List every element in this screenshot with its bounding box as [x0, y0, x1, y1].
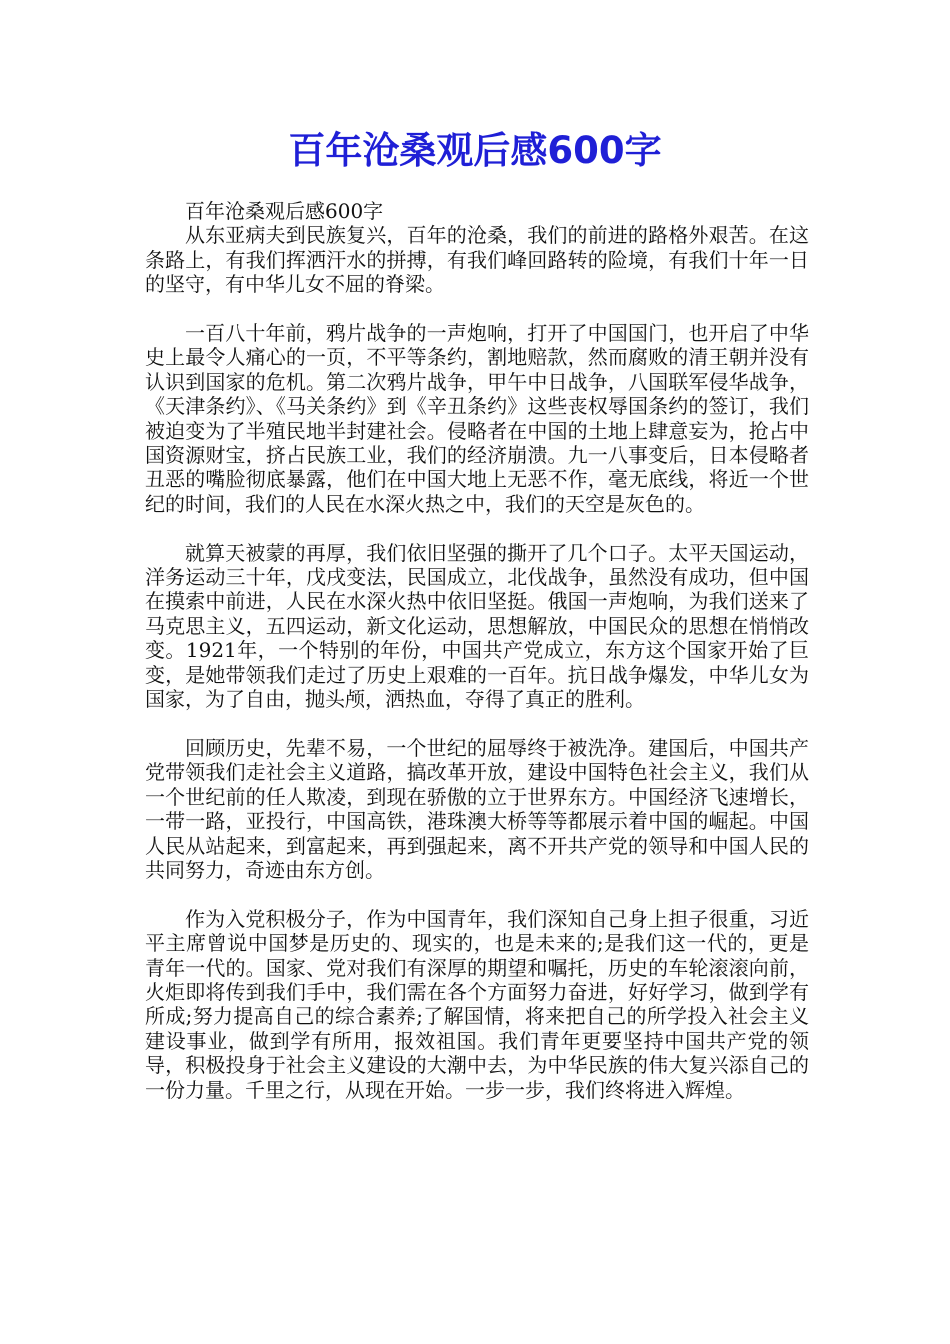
paragraph-1: 从东亚病夫到民族复兴，百年的沧桑，我们的前进的路格外艰苦。在这条路上，有我们挥洒汗水的拼搏，有我们峰回路转的险境，有我们十年一日的坚守，有中华儿女不屈的脊梁。 — [145, 223, 809, 297]
document-subheading: 百年沧桑观后感600字 — [185, 199, 384, 223]
paragraph-5: 作为入党积极分子，作为中国青年，我们深知自己身上担子很重，习近平主席曾说中国梦是历史的、现实的，也是未来的;是我们这一代的，更是青年一代的。国家、党对我们有深厚的期望和嘱托，历史的车轮滚滚向前，火炬即将传到我们手中，我们需在各个方面努力奋进，好好学习，做到学有所成;努力提高自己的综合素养;了解国情，将来把自己的所学投入社会主义建设事业，做到学有所用，报效祖国。我们青年更要坚持中国共产党的领导，积极投身于社会主义建设的大潮中去，为中华民族的伟大复兴添自己的一份力量。千里之行，从现在开始。一步一步，我们终将进入辉煌。 — [145, 906, 809, 1102]
paragraph-2: 一百八十年前，鸦片战争的一声炮响，打开了中国国门，也开启了中华史上最令人痛心的一页，不平等条约，割地赔款，然而腐败的清王朝并没有认识到国家的危机。第二次鸦片战争，甲午中日战争，八国联军侵华战争，《天津条约》、《马关条约》到《辛丑条约》这些丧权辱国条约的签订，我们被迫变为了半殖民地半封建社会。侵略者在中国的土地上肆意妄为，抢占中国资源财宝，挤占民族工业，我们的经济崩溃。九一八事变后，日本侵略者丑恶的嘴脸彻底暴露，他们在中国大地上无恶不作，毫无底线，将近一个世纪的时间，我们的人民在水深火热之中，我们的天空是灰色的。 — [145, 321, 809, 516]
document-body — [145, 199, 809, 1102]
paragraph-4: 回顾历史，先辈不易，一个世纪的屈辱终于被洗净。建国后，中国共产党带领我们走社会主义道路，搞改革开放，建设中国特色社会主义，我们从一个世纪前的任人欺凌，到现在骄傲的立于世界东方。中国经济飞速增长，一带一路，亚投行，中国高铁，港珠澳大桥等等都展示着中国的崛起。中国人民从站起来，到富起来，再到强起来，离不开共产党的领导和中国人民的共同努力，奇迹由东方创。 — [145, 735, 809, 882]
document-title: 百年沧桑观后感600字 — [288, 129, 662, 172]
paragraph-3: 就算天被蒙的再厚，我们依旧坚强的撕开了几个口子。太平天国运动，洋务运动三十年，戊戌变法，民国成立，北伐战争，虽然没有成功，但中国在摸索中前进，人民在水深火热中依旧坚挺。俄国一声炮响，为我们送来了马克思主义，五四运动，新文化运动，思想解放，中国民众的思想在悄悄改变。1921年，一个特别的年份，中国共产党成立，东方这个国家开始了巨变，是她带领我们走过了历史上艰难的一百年。抗日战争爆发，中华儿女为国家，为了自由，抛头颅，洒热血，夺得了真正的胜利。 — [145, 540, 809, 712]
